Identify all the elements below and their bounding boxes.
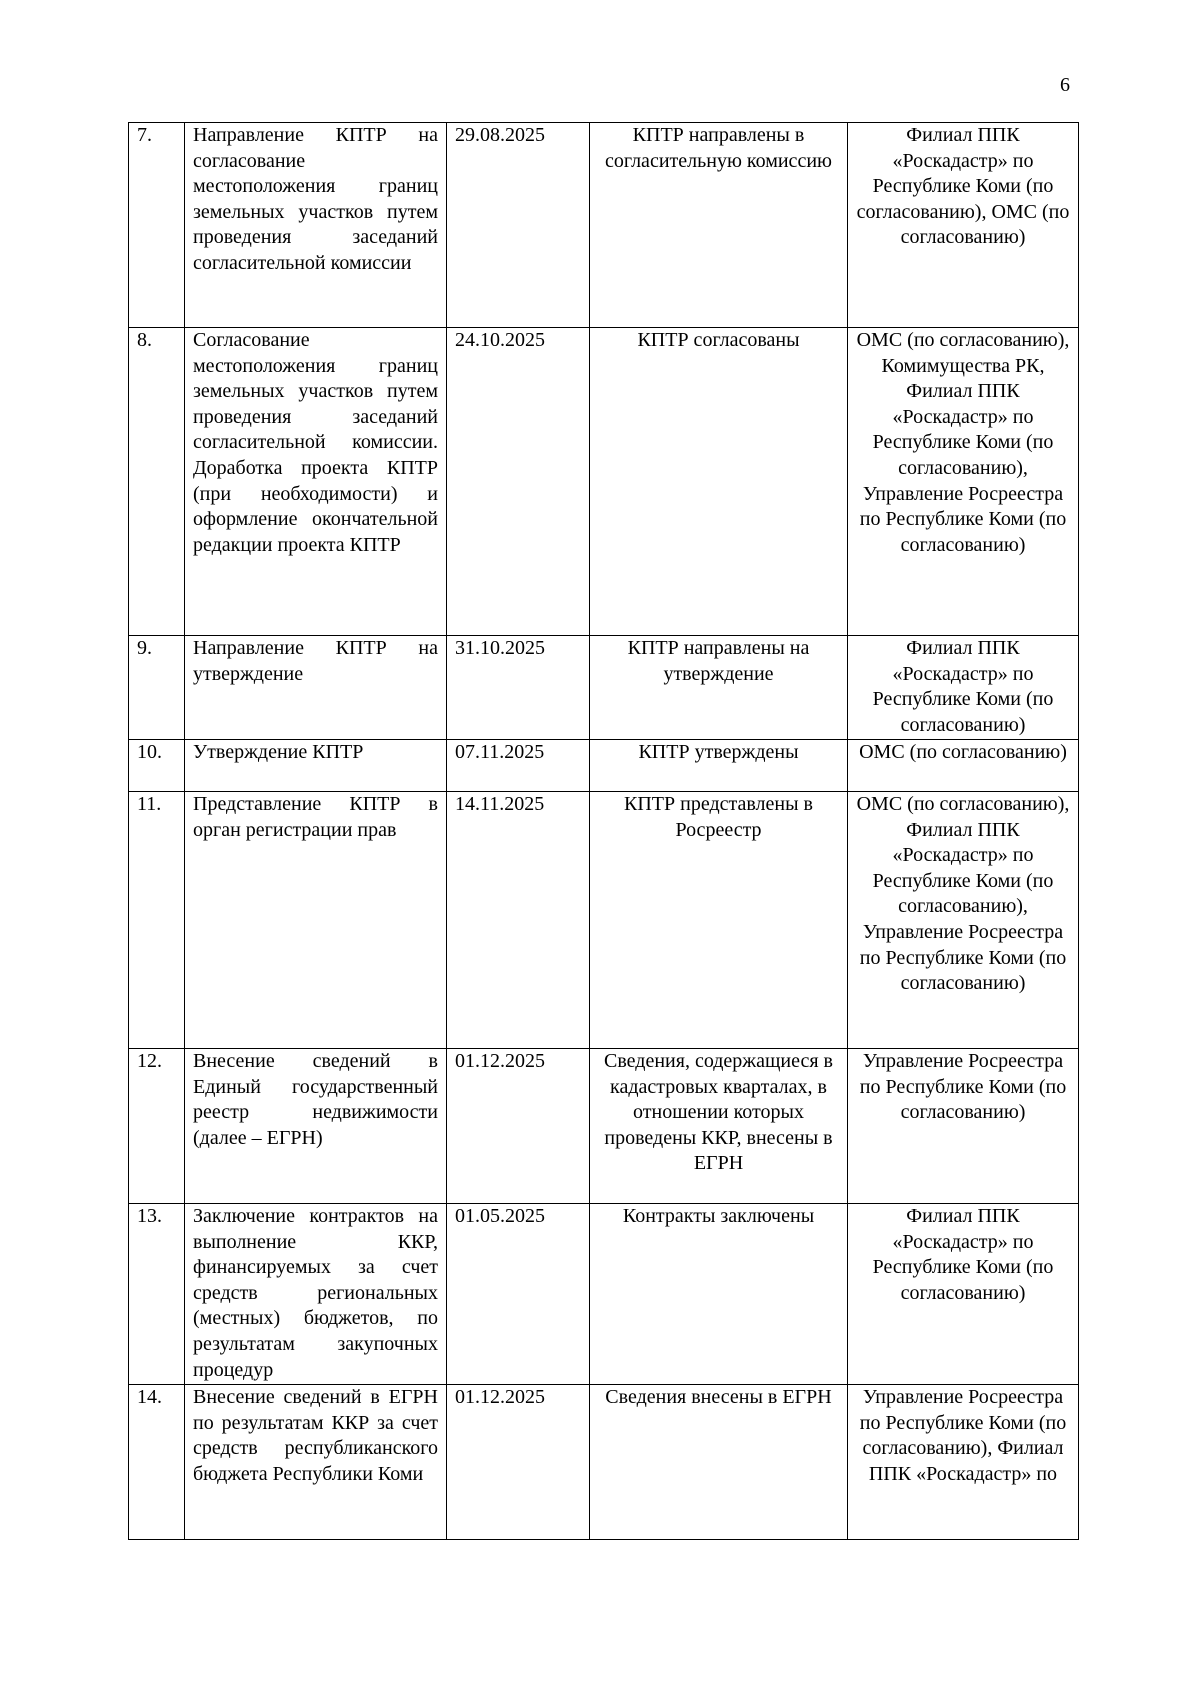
table-row [129, 1385, 1079, 1540]
deadline-cell: 07.11.2025 [447, 740, 590, 792]
result-cell: Сведения внесены в ЕГРН [590, 1385, 848, 1540]
table-row [129, 1204, 1079, 1385]
row-number: 12. [129, 1049, 185, 1204]
row-number: 14. [129, 1385, 185, 1540]
row-number: 11. [129, 792, 185, 1049]
result-cell: КПТР утверждены [590, 740, 848, 792]
table-row [129, 123, 1079, 328]
result-cell: КПТР представлены в Росреестр [590, 792, 848, 1049]
action-cell: Внесение сведений в ЕГРН по результатам ККР за счет средств республиканского бюджета Республики Коми [185, 1385, 447, 1540]
result-cell: Контракты заключены [590, 1204, 848, 1385]
deadline-cell: 14.11.2025 [447, 792, 590, 1049]
table-row [129, 636, 1079, 740]
table-row [129, 792, 1079, 1049]
row-number: 8. [129, 328, 185, 636]
action-cell: Утверждение КПТР [185, 740, 447, 792]
row-number: 10. [129, 740, 185, 792]
table-row [129, 1049, 1079, 1204]
responsible-cell: ОМС (по согласованию), Комимущества РК, Филиал ППК «Роскадастр» по Республике Коми (по согласованию), Управление Росреестра по Республике Коми (по согласованию) [848, 328, 1079, 636]
row-number: 9. [129, 636, 185, 740]
deadline-cell: 01.05.2025 [447, 1204, 590, 1385]
action-cell: Направление КПТР на согласование местоположения границ земельных участков путем проведения заседаний согласительной комиссии [185, 123, 447, 328]
responsible-cell: Управление Росреестра по Республике Коми (по согласованию) [848, 1049, 1079, 1204]
schedule-table [128, 122, 1079, 1540]
responsible-cell: ОМС (по согласованию) [848, 740, 1079, 792]
responsible-cell: Филиал ППК «Роскадастр» по Республике Коми (по согласованию) [848, 636, 1079, 740]
row-number: 7. [129, 123, 185, 328]
responsible-cell: ОМС (по согласованию), Филиал ППК «Роскадастр» по Республике Коми (по согласованию), Управление Росреестра по Республике Коми (по согласованию) [848, 792, 1079, 1049]
result-cell: Сведения, содержащиеся в кадастровых кварталах, в отношении которых проведены ККР, внесены в ЕГРН [590, 1049, 848, 1204]
result-cell: КПТР направлены в согласительную комиссию [590, 123, 848, 328]
table-row [129, 328, 1079, 636]
result-cell: КПТР согласованы [590, 328, 848, 636]
responsible-cell: Филиал ППК «Роскадастр» по Республике Коми (по согласованию), ОМС (по согласованию) [848, 123, 1079, 328]
responsible-cell: Филиал ППК «Роскадастр» по Республике Коми (по согласованию) [848, 1204, 1079, 1385]
action-cell: Представление КПТР в орган регистрации прав [185, 792, 447, 1049]
result-cell: КПТР направлены на утверждение [590, 636, 848, 740]
row-number: 13. [129, 1204, 185, 1385]
table-row [129, 740, 1079, 792]
deadline-cell: 01.12.2025 [447, 1385, 590, 1540]
deadline-cell: 24.10.2025 [447, 328, 590, 636]
action-cell: Направление КПТР на утверждение [185, 636, 447, 740]
action-cell: Согласование местоположения границ земельных участков путем проведения заседаний согласительной комиссии. Доработка проекта КПТР (при необходимости) и оформление окончательной редакции проекта КПТР [185, 328, 447, 636]
action-cell: Внесение сведений в Единый государственный реестр недвижимости (далее – ЕГРН) [185, 1049, 447, 1204]
deadline-cell: 31.10.2025 [447, 636, 590, 740]
page-number: 6 [1060, 74, 1070, 96]
action-cell: Заключение контрактов на выполнение ККР, финансируемых за счет средств региональных (местных) бюджетов, по результатам закупочных процедур [185, 1204, 447, 1385]
deadline-cell: 29.08.2025 [447, 123, 590, 328]
deadline-cell: 01.12.2025 [447, 1049, 590, 1204]
responsible-cell: Управление Росреестра по Республике Коми (по согласованию), Филиал ППК «Роскадастр» по [848, 1385, 1079, 1540]
